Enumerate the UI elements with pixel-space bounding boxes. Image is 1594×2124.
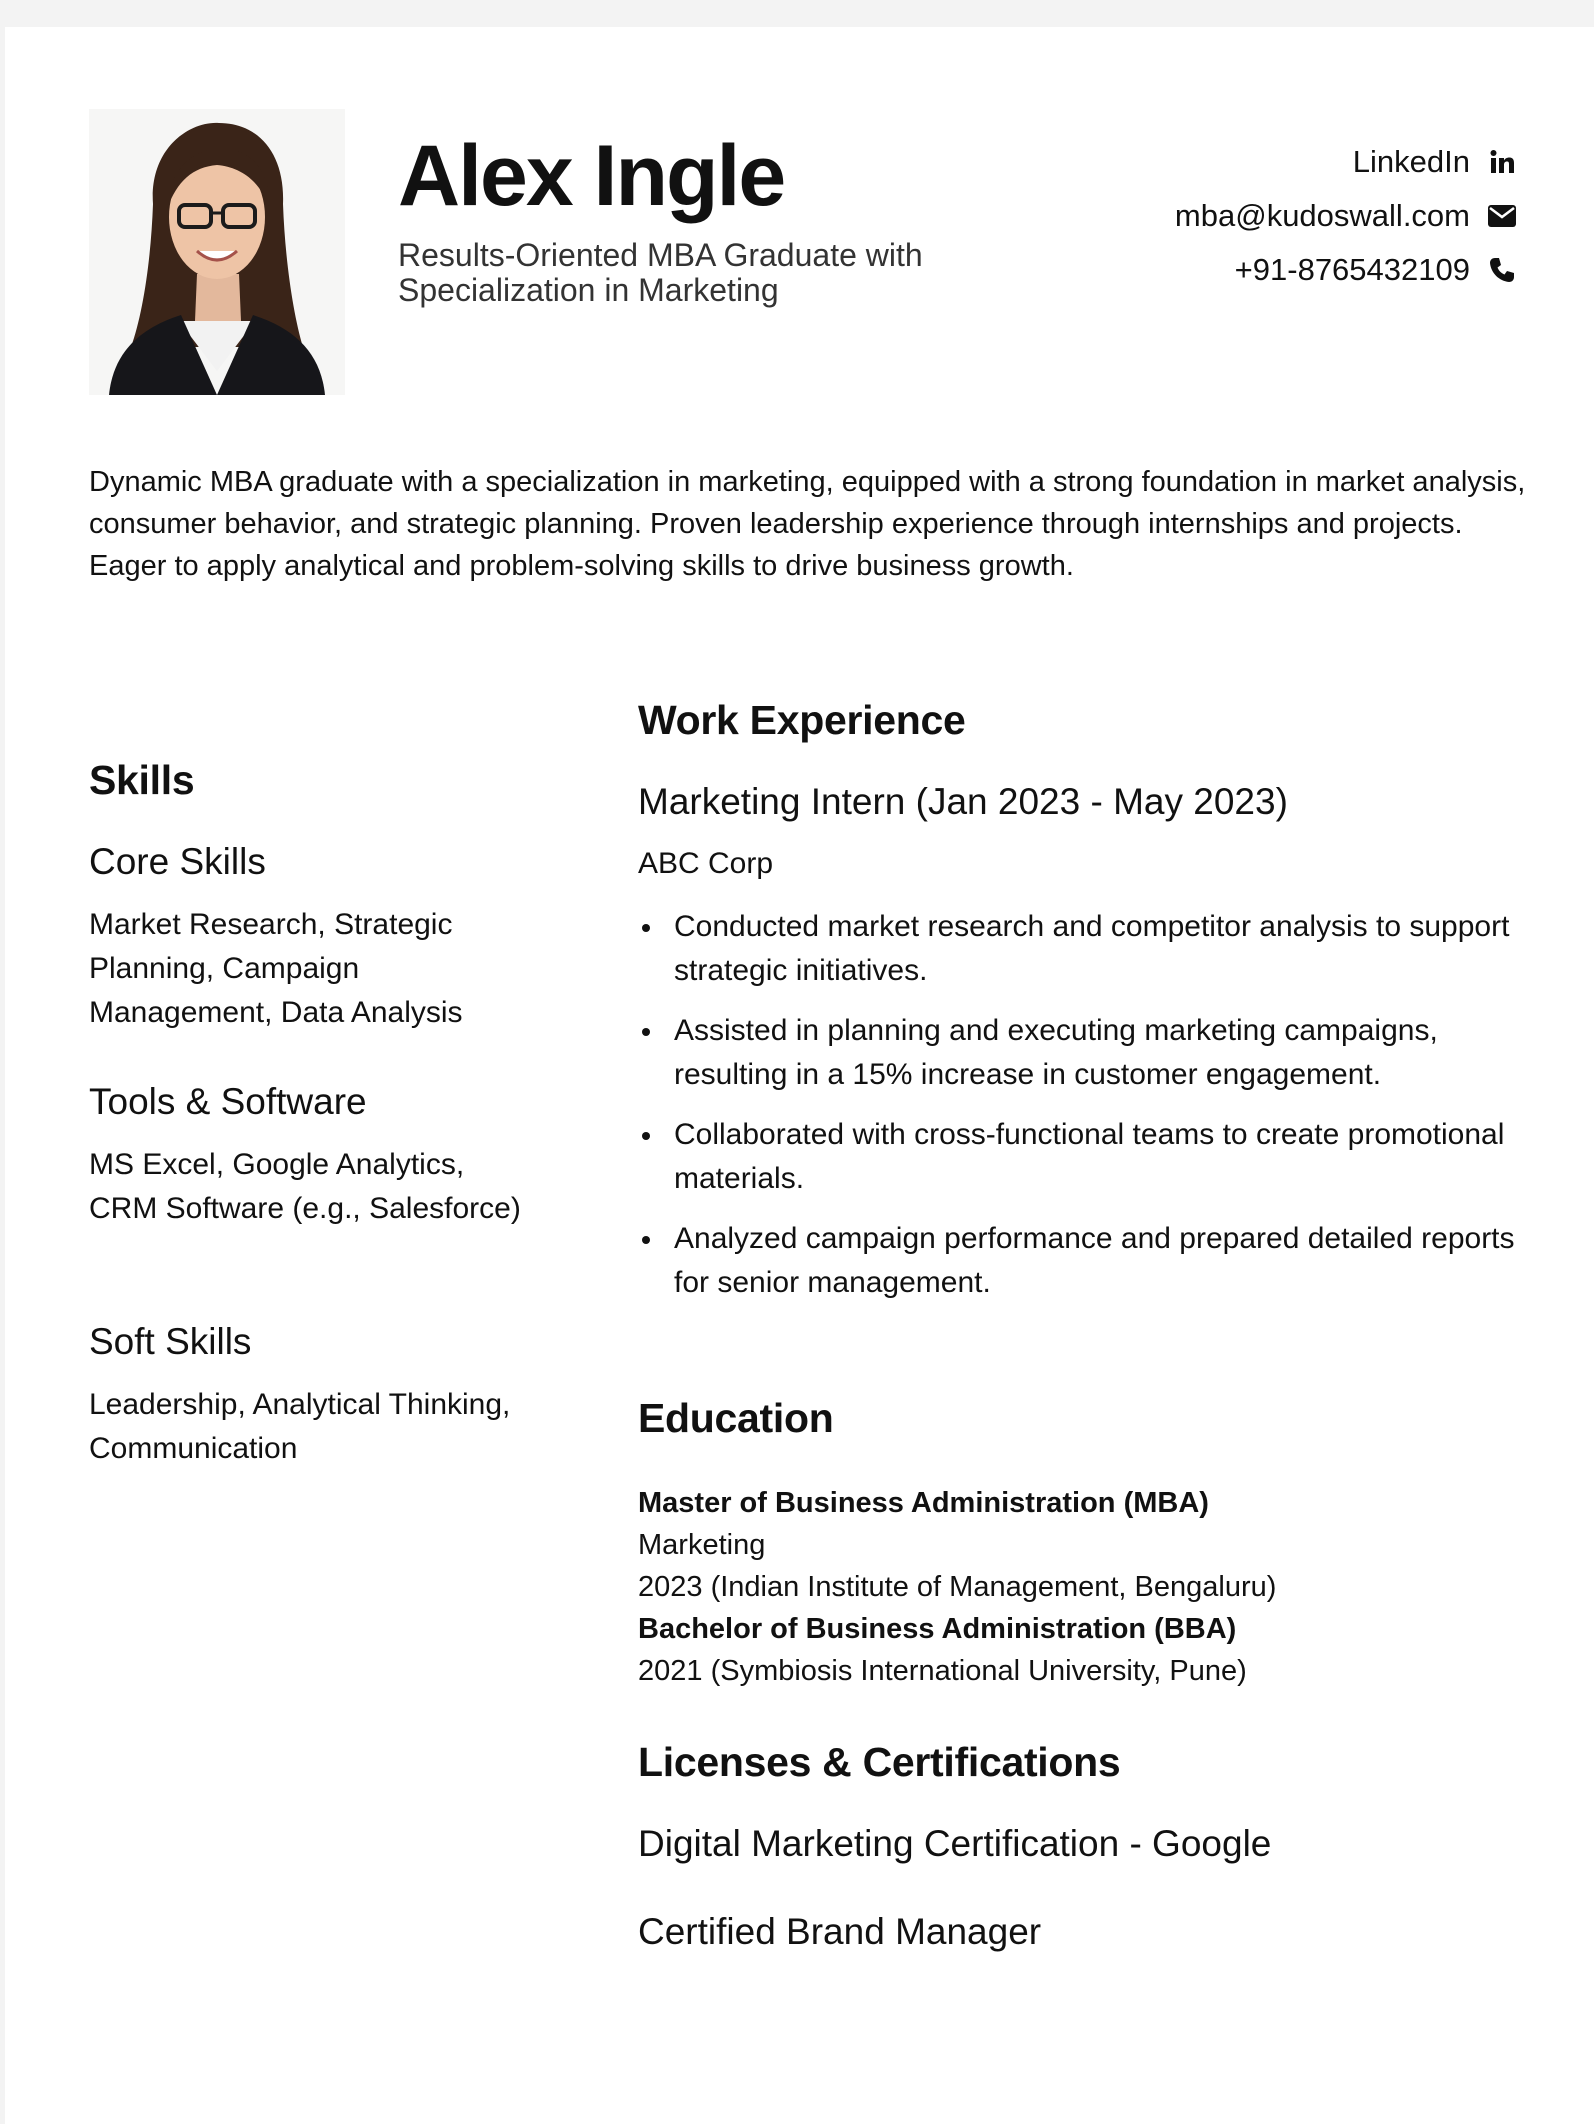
skills-group-title: Tools & Software (89, 1081, 367, 1122)
contact-block (998, 135, 1518, 297)
contact-linkedin[interactable] (998, 135, 1518, 189)
list-item: Conducted market research and competitor analysis to support strategic initiatives. (638, 905, 1528, 993)
candidate-headline: Results-Oriented MBA Graduate with Specialization in Marketing (398, 237, 923, 308)
job-title: Marketing Intern (Jan 2023 - May 2023) (638, 781, 1288, 822)
linkedin-label[interactable]: LinkedIn (1352, 144, 1470, 179)
resume-page (5, 27, 1594, 2124)
skills-group-text: Leadership, Analytical Thinking, Communication (89, 1388, 511, 1465)
certifications-heading: Licenses & Certifications (638, 1739, 1121, 1785)
skills-heading: Skills (89, 757, 195, 803)
skills-group-text: Market Research, Strategic Planning, Campaign Management, Data Analysis (89, 908, 463, 1029)
degree-detail: 2021 (Symbiosis International University, Pune) (638, 1655, 1247, 1687)
degree-major: Marketing (638, 1529, 766, 1561)
skills-group-title: Core Skills (89, 841, 266, 882)
degree-detail: 2023 (Indian Institute of Management, Bengaluru) (638, 1571, 1277, 1603)
skills-group-title: Soft Skills (89, 1321, 252, 1362)
contact-phone[interactable] (998, 243, 1518, 297)
job-company: ABC Corp (638, 847, 774, 880)
job-bullets (638, 905, 1528, 1321)
education-list (638, 1482, 1528, 1692)
envelope-icon (1486, 200, 1518, 232)
education-heading: Education (638, 1395, 834, 1441)
certification-item: Digital Marketing Certification - Google (638, 1823, 1272, 1864)
list-item: Analyzed campaign performance and prepared detailed reports for senior management. (638, 1217, 1528, 1305)
contact-email[interactable] (998, 189, 1518, 243)
list-item: Collaborated with cross-functional teams to create promotional materials. (638, 1113, 1528, 1201)
skills-group-text: MS Excel, Google Analytics, CRM Software (e.g., Salesforce) (89, 1148, 521, 1225)
phone-label[interactable]: +91-8765432109 (1234, 252, 1470, 287)
degree-title: Master of Business Administration (MBA) (638, 1487, 1209, 1519)
certification-item: Certified Brand Manager (638, 1911, 1042, 1952)
linkedin-icon (1486, 146, 1518, 178)
email-label[interactable]: mba@kudoswall.com (1174, 198, 1470, 233)
candidate-name: Alex Ingle (398, 128, 785, 224)
profile-photo (89, 109, 345, 395)
professional-summary: Dynamic MBA graduate with a specialization in marketing, equipped with a strong foundation in market analysis, consumer behavior, and strategic planning. Proven leadership experience through internships and projects. Eager to apply analytical and problem-solving skills to drive business growth. (89, 466, 1526, 582)
list-item: Assisted in planning and executing marketing campaigns, resulting in a 15% increase in customer engagement. (638, 1009, 1528, 1097)
degree-title: Bachelor of Business Administration (BBA) (638, 1613, 1237, 1645)
phone-icon (1486, 254, 1518, 286)
work-experience-heading: Work Experience (638, 697, 966, 743)
